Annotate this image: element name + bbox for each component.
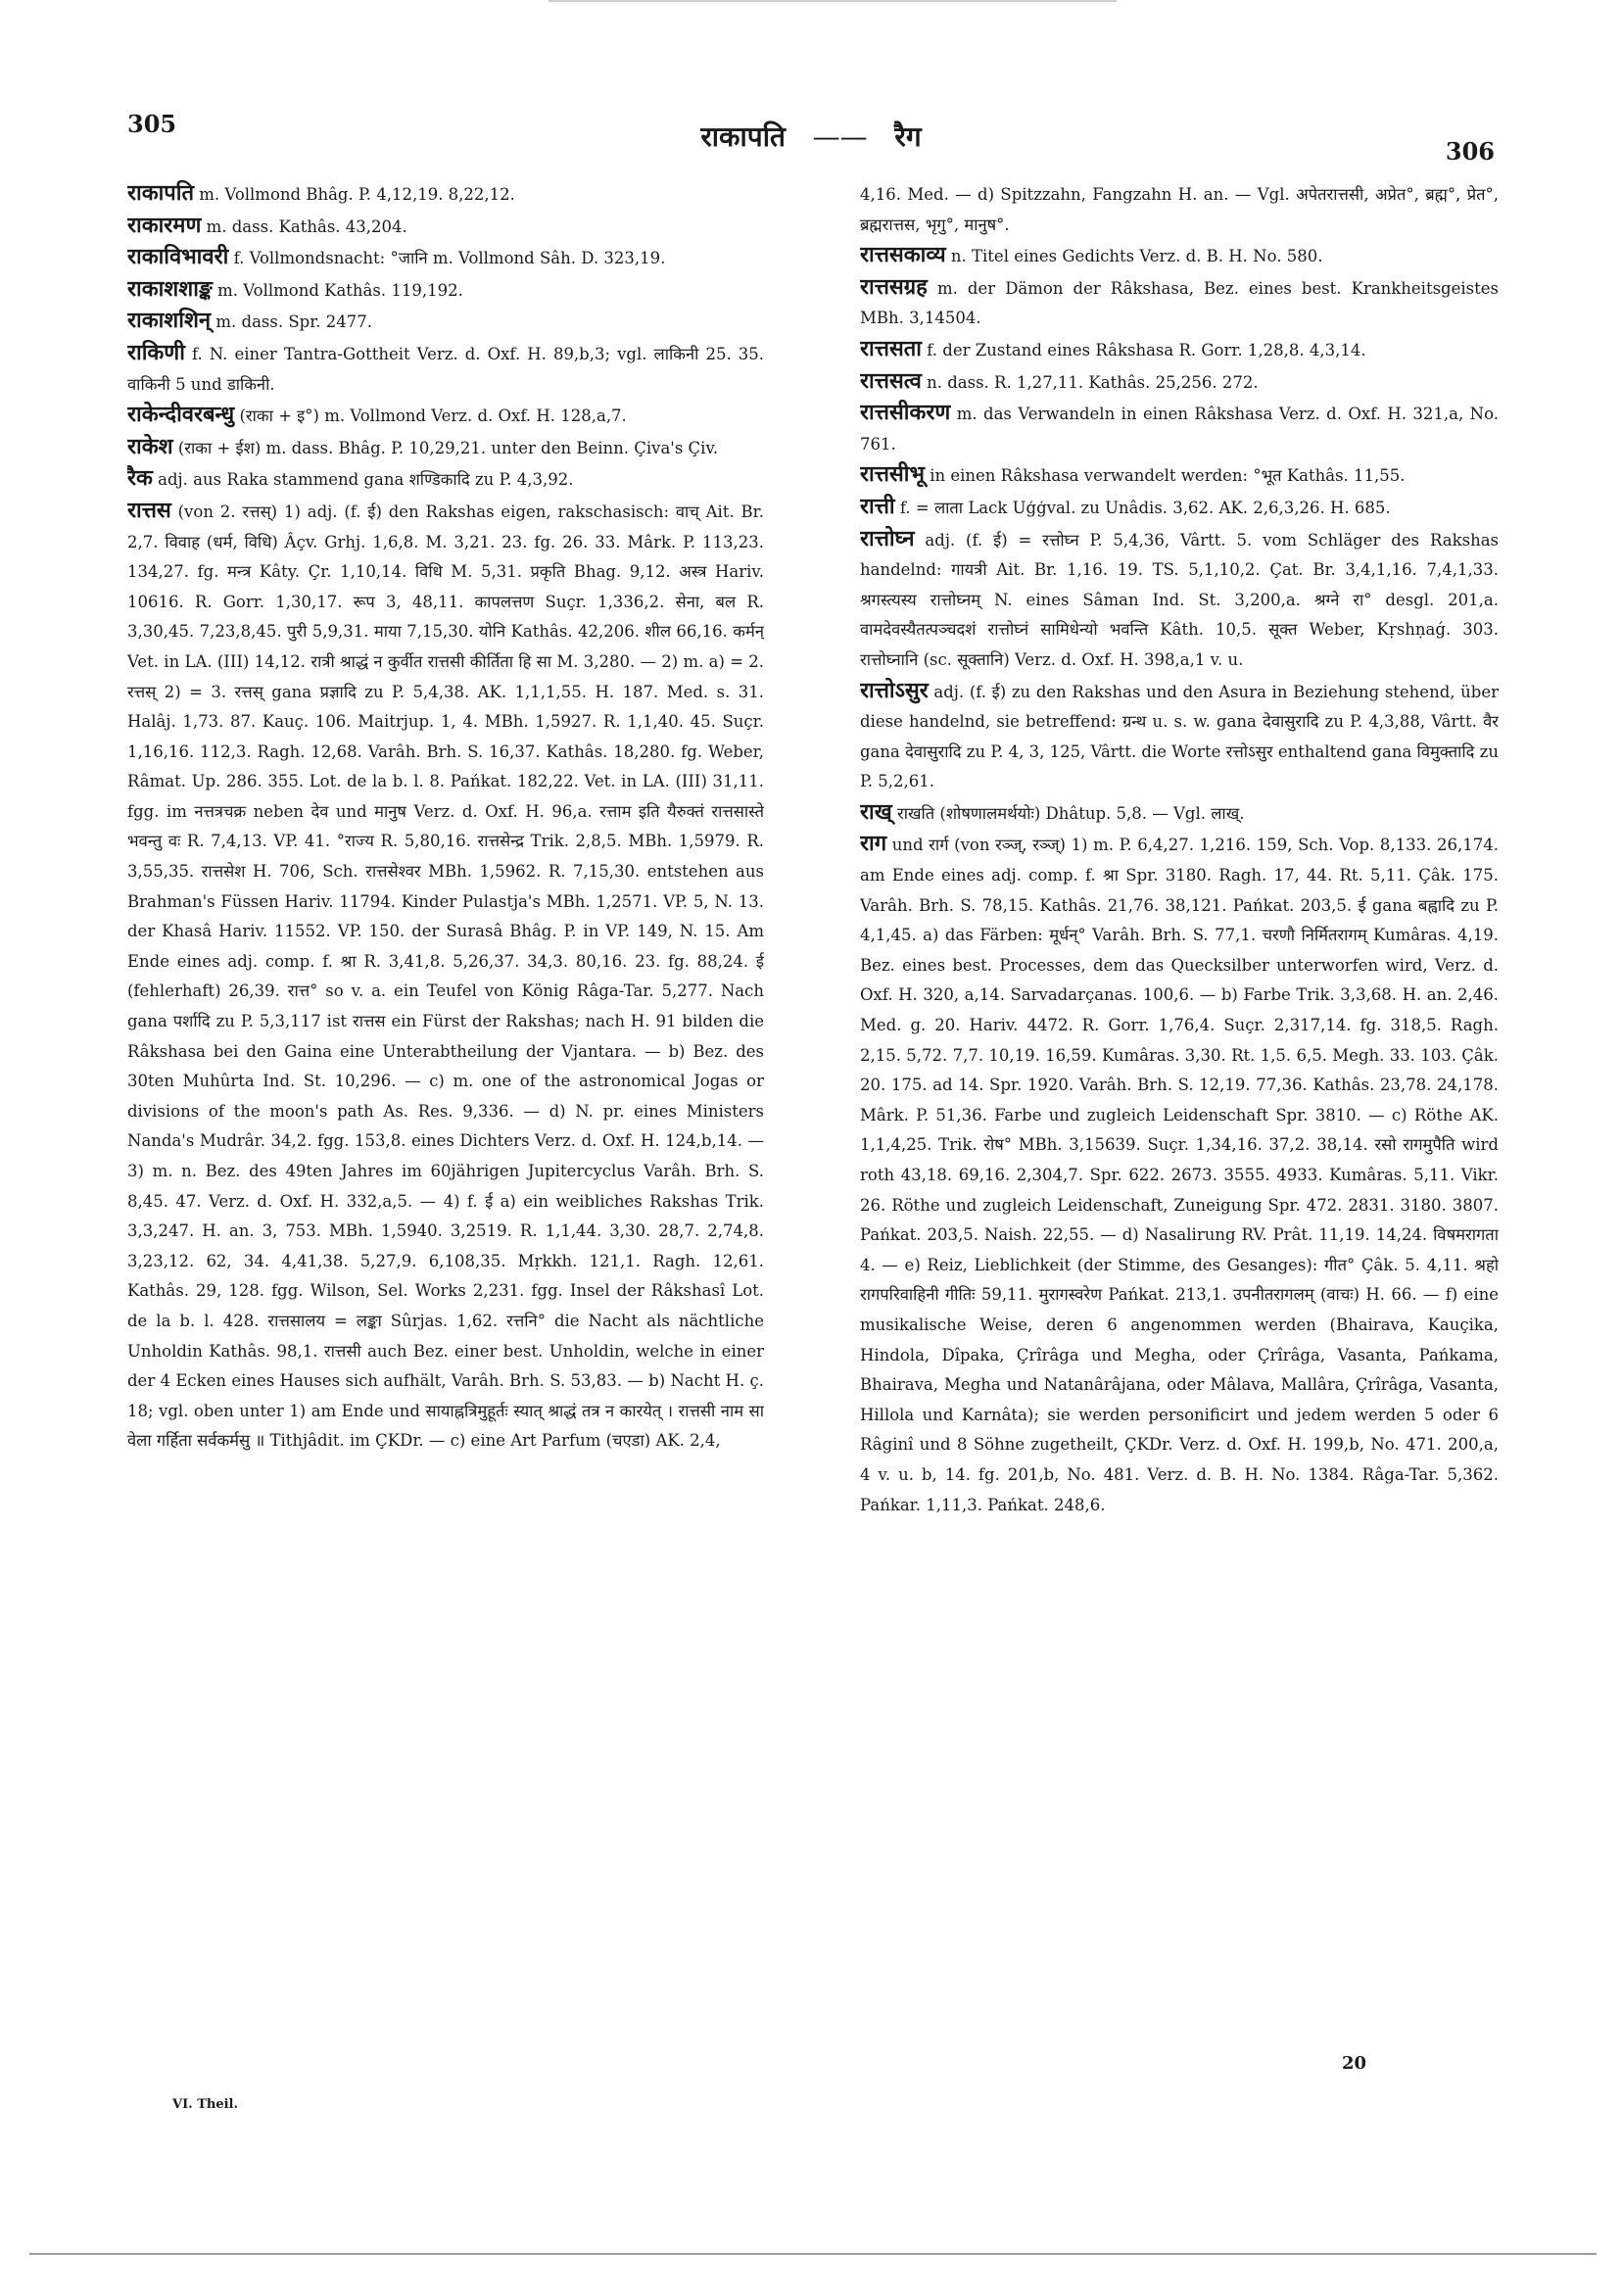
entry-text: (von 2. रत्तस्) 1) adj. (f. ई) den Rakshas eigen, rakschasisch: वाच् Ait. Br. 2,7. विवाह (धर्म, विधि) Âçv. Grhj. 1,6,8. M. 3,21. 23. fg. 26. 33. Mârk. P. 113,23. 134,27. fg. मन्त्र Kâty. Çr. 1,10,14. विधि M. 5,31. प्रकृति Bhag. 9,12. अस्त्र Hariv. 10616. R. Gorr. 1,30,17. रूप 3, 48,11. कापलत्तण Suçr. 1,336,2. सेना, बल R. 3,30,45. 7,23,8,45. पुरी 5,9,31. माया 7,15,30. योनि Kathâs. 42,206. शील 66,16. कर्मन् Vet. in LA. (III) 14,12. रात्री श्राद्धं न कुर्वीत रात्तसी कीर्तिता हि सा M. 3,280. — 2) m. a) = 2. रत्तस् 2) = 3. रत्तस् gana प्रज्ञादि zu P. 5,4,38. AK. 1,1,1,55. H. 187. Med. s. 31. Halâj. 1,73. 87. Kauç. 106. Maitrjup. 1, 4. MBh. 1,5927. R. 1,1,40. 45. Suçr. 1,16,16. 112,3. Ragh. 12,68. Varâh. Brh. S. 16,37. Kathâs. 18,280. fg. Weber, Râmat. Up. 286. 355. Lot. de la b. l. 8. Pańkat. 182,22. Vet. in LA. (III) 31,11. fgg. im नत्तत्रचक्र neben देव und मानुष Verz. d. Oxf. H. 96,a. रत्ताम इति यैरुक्तं रात्तसास्ते भवन्तु वः R. 7,4,13. VP. 41. °राज्य R. 5,80,16. रात्तसेन्द्र Trik. 2,8,5. MBh. 1,5979. R. 3,55,35. रात्तसेश H. 706, Sch. रात्तसेश्वर MBh. 1,5962. R. 7,15,30. entstehen aus Brahman's Füssen Hariv. 11794. Kinder Pulastja's MBh. 1,2571. VP. 5, N. 13. der Khasâ Hariv. 11552. VP. 150. der Surasâ Bhâg. P. in VP. 149, N. 15. Am Ende eines adj. comp. f. श्रा R. 3,41,8. 5,26,37. 34,3. 80,16. 23. fg. 88,24. ई (fehlerhaft) 26,39. रात्त° so v. a. ein Teufel von König Râga-Tar. 5,277. Nach gana पर्शादि zu P. 5,3,117 ist रात्तस ein Fürst der Rakshas; nach H. 91 bilden die Râkshasa bei den Gaina eine Unterabtheilung der Vjantara. — b) Bez. des 30ten Muhûrta Ind. St. 10,296. — c) m. one of the astronomical Jogas or divisions of the moon's path As. Res. 9,336. — d) N. pr. eines Ministers Nanda's Mudrâr. 34,2. fgg. 153,8. eines Dichters Verz. d. Oxf. H. 124,b,14. — 3) m. n. Bez. des 49ten Jahres im 60jährigen Jupitercyclus Varâh. Brh. S. 8,45. 47. Verz. d. Oxf. H. 332,a,5. — 4) f. ई a) ein weibliches Rakshas Trik. 3,3,247. H. an. 3, 753. MBh. 1,5940. 3,2519. R. 1,1,44. 3,30. 28,7. 2,74,8. 3,23,12. 62, 34. 4,41,38. 5,27,9. 6,108,35. Mṛkkh. 121,1. Ragh. 12,61. Kathâs. 29, 128. fgg. Wilson, Sel. Works 2,231. fgg. Insel der Râkshasî Lot. de la b. l. 428. रात्तसालय = लङ्का Sûrjas. 1,62. रत्तनि° die Nacht als nächtliche Unholdin Kathâs. 98,1. रात्तसी auch Bez. einer best. Unholdin, welche in einer der 4 Ecken eines Hauses sich aufhält, Varâh. Brh. S. 53,83. — b) Nacht H. ç. 18; vgl. oben unter 1) am Ende und सायाह्नत्रिमुहूर्तः स्यात् श्राद्धं तत्र न कारयेत् । रात्तसी नाम सा वेला गर्हिता सर्वकर्मसु ॥ Tithjâdit. im ÇKDr. — c) eine Art Parfum (चएडा) AK. 2,4, <box>127 502 764 1451</box>
entry-lemma: रात्तसग्रह <box>860 273 928 300</box>
entry-lemma: राकेश <box>127 433 173 459</box>
entry <box>127 242 764 274</box>
entry <box>860 272 1499 334</box>
entry <box>860 524 1499 676</box>
entry-lemma: रात्तस <box>127 497 171 523</box>
entry-text: (राका + इ°) m. Vollmond Verz. d. Oxf. H. 128,a,7. <box>239 407 627 426</box>
entry <box>127 338 764 400</box>
entry <box>127 432 764 464</box>
entry-text: m. der Dämon der Râkshasa, Bez. eines best. Krankheitsgeistes MBh. 3,14504. <box>860 278 1499 328</box>
entry <box>860 398 1499 459</box>
entry-text: m. das Verwandeln in einen Râkshasa Verz. d. Oxf. H. 321,a, No. 761. <box>860 405 1499 454</box>
entry <box>127 306 764 338</box>
left-column <box>127 178 764 2098</box>
entry-text: m. dass. Spr. 2477. <box>215 312 373 332</box>
entry-lemma: राकाशशिन् <box>127 308 212 334</box>
entry-lemma: रात्तसत्व <box>860 367 922 394</box>
entry-text: adj. aus Raka stammend gana शण्डिकादि zu P. 4,3,92. <box>158 470 574 490</box>
page-number-left: 305 <box>127 110 177 138</box>
entry <box>860 797 1499 830</box>
entry <box>860 240 1499 272</box>
entry-lemma: राकाविभावरी <box>127 244 229 270</box>
entry-text: f. = लाता Lack Uģģval. zu Unâdis. 3,62. AK. 2,6,3,26. H. 685. <box>899 498 1391 517</box>
entry-lemma: रैक <box>127 465 153 492</box>
entry-text: und रार्ग (von रञ्ज्, रञ्ज्) 1) m. P. 6,4,27. 1,216. 159, Sch. Vop. 8,133. 26,174. am Ende eines adj. comp. f. श्रा Spr. 3180. Ragh. 17, 44. Rt. 5,11. Çâk. 175. Varâh. Brh. S. 78,15. Kathâs. 21,76. 38,121. Pańkat. 203,5. ई gana बह्वादि zu P. 4,1,45. a) das Färben: मूर्धन्° Varâh. Brh. S. 77,1. चरणौ निर्मितरागम् Kumâras. 4,19. Bez. eines best. Processes, dem das Quecksilber unterworfen wird, Verz. d. Oxf. H. 320, a,14. Sarvadarçanas. 100,6. — b) Farbe Trik. 3,3,68. H. an. 2,46. Med. g. 20. Hariv. 4472. R. Gorr. 1,76,4. Suçr. 2,317,14. fg. 318,5. Ragh. 2,15. 5,72. 7,7. 10,19. 16,59. Kumâras. 3,30. Rt. 1,5. 6,5. Megh. 33. 103. Çâk. 20. 175. ad 14. Spr. 1920. Varâh. Brh. S. 12,19. 77,36. Kathâs. 23,78. 24,178. Mârk. P. 51,36. Farbe und zugleich Leidenschaft Spr. 3810. — c) Röthe AK. 1,1,4,25. Trik. रोष° MBh. 3,15639. Suçr. 1,34,16. 37,2. 38,14. रसो रागमुपैति wird roth 43,18. 69,16. 2,304,7. Spr. 622. 2673. 3555. 4933. Kumâras. 5,11. Vikr. 26. Röthe und zugleich Leidenschaft, Zuneigung Spr. 472. 2831. 3180. 3807. Pańkat. 203,5. Naish. 22,55. — d) Nasalirung RV. Prât. 11,19. 14,24. विषमरागता 4. — e) Reiz, Lieblichkeit (der Stimme, des Gesanges): गीत° Çâk. 5. 4,11. श्रहो रागपरिवाहिनी गीतिः 59,11. मुरागस्वरेण Pańkat. 213,1. उपनीतरागलम् (वाचः) H. 66. — f) eine musikalische Weise, deren 6 angenommen werden (Bhairava, Kauçika, Hindola, Dîpaka, Çrîrâga und Megha, oder Çrîrâga, Vasanta, Pańkama, Bhairava, Megha und Natanârâjana, oder Mâlava, Mallâra, Çrîrâga, Vasanta, Hillola und Karnâta); sie werden personificirt und jedem werden 5 oder 6 Râginî und 8 Söhne zugetheilt, ÇKDr. Verz. d. Oxf. H. 199,b, No. 471. 200,a, 4 v. u. b, 14. fg. 201,b, No. 481. Verz. d. B. H. No. 1384. Râga-Tar. 5,362. Pańkar. 1,11,3. Pańkat. 248,6. <box>860 836 1499 1514</box>
entry <box>860 178 1499 240</box>
entry-text: m. dass. Kathâs. 43,204. <box>206 216 407 236</box>
entry-lemma: राकारमण <box>127 212 202 238</box>
entry-lemma: राग <box>860 831 887 857</box>
sheet-number: 20 <box>1342 2053 1367 2074</box>
entry-lemma: रात्तसीकरण <box>860 400 951 426</box>
entry <box>860 676 1499 797</box>
entry-lemma: रात्तसकाव्य <box>860 242 946 268</box>
entry <box>127 400 764 432</box>
entry-text: in einen Râkshasa verwandelt werden: °भूत Kathâs. 11,55. <box>930 466 1406 486</box>
entry-lemma: राकेन्दीवरबन्धु <box>127 402 235 428</box>
running-head-first: राकापति <box>700 120 786 153</box>
entry-text: adj. (f. ई) zu den Rakshas und den Asura in Beziehung stehend, über diese handelnd, sie betreffend: ग्रन्थ u. s. w. gana देवासुरादि zu P. 4,3,88, Vârtt. वैर gana देवासुरादि zu P. 4, 3, 125, Vârtt. die Worte रत्तोऽसुर enthaltend gana विमुक्तादि zu P. 5,2,61. <box>860 682 1499 791</box>
entry-text: m. Vollmond Bhâg. P. 4,12,19. 8,22,12. <box>199 185 515 204</box>
entry <box>127 463 764 496</box>
page-number-right: 306 <box>1445 137 1495 166</box>
entry <box>127 178 764 211</box>
entry <box>127 211 764 243</box>
entry <box>860 829 1499 1520</box>
entry-text: (राका + ईश) m. dass. Bhâg. P. 10,29,21. unter den Beinn. Çiva's Çiv. <box>177 438 719 457</box>
entry <box>860 366 1499 399</box>
entry-lemma: राकाशशाङ्क <box>127 275 213 302</box>
entry-text: adj. (f. ई) = रत्तोघ्न P. 5,4,36, Vârtt. 5. vom Schläger des Rakshas handelnd: गायत्री Ait. Br. 1,16. 19. TS. 5,1,10,2. Çat. Br. 3,4,1,16. 7,4,1,33. श्रगस्त्यस्य रात्तोघ्नम् N. eines Sâman Ind. St. 3,200,a. श्रग्ने रा° desgl. 201,a. वामदेवस्यैतत्पञ्चदशं रात्तोघ्नं सामिधेन्यो भवन्ति Kâth. 10,5. सूक्त Weber, Kṛshṇaǵ. 303. रात्तोघ्नानि (sc. सूक्तानि) Verz. d. Oxf. H. 398,a,1 v. u. <box>860 530 1499 669</box>
entry <box>127 496 764 1457</box>
entry-lemma: रात्तोऽसुर <box>860 677 929 703</box>
entry <box>860 459 1499 492</box>
entry-text: n. Titel eines Gedichts Verz. d. B. H. No. 580. <box>950 247 1323 266</box>
entry-text: राखति (शोषणालमर्थयोः) Dhâtup. 5,8. — Vgl. लाख्. <box>896 803 1245 823</box>
entry-text: f. Vollmondsnacht: °जानि m. Vollmond Sâh. D. 323,19. <box>233 249 666 268</box>
running-head-dash: —— <box>812 120 868 153</box>
running-head-last: रैग <box>894 120 922 153</box>
entry-lemma: राख् <box>860 798 892 825</box>
entry-text: f. der Zustand eines Râkshasa R. Gorr. 1,28,8. 4,3,14. <box>927 340 1366 359</box>
entry-text: 4,16. Med. — d) Spitzzahn, Fangzahn H. an. — Vgl. अपेतरात्तसी, अप्रेत°, ब्रह्म°, प्रेत°, ब्रह्मरात्तस, भृगु°, मानुष°. <box>860 185 1499 234</box>
entry <box>860 492 1499 524</box>
entry-text: n. dass. R. 1,27,11. Kathâs. 25,256. 272. <box>927 372 1259 392</box>
sheet-signature: VI. Theil. <box>172 2097 239 2112</box>
entry <box>860 334 1499 366</box>
entry-text: m. Vollmond Kathâs. 119,192. <box>217 280 463 300</box>
entry <box>127 274 764 307</box>
entry-lemma: रात्तोघ्न <box>860 525 915 551</box>
entry-text: f. N. einer Tantra-Gottheit Verz. d. Oxf. H. 89,b,3; vgl. लाकिनी 25. 35. वाकिनी 5 und डाकिनी. <box>127 344 764 394</box>
right-column <box>860 178 1499 2039</box>
entry-lemma: राकिणी <box>127 339 185 365</box>
entry-lemma: राकापति <box>127 180 195 206</box>
bottom-rule <box>29 2253 1597 2255</box>
entry-lemma: रात्ती <box>860 493 895 519</box>
top-edge-mark <box>549 0 1117 2</box>
entry-lemma: रात्तसीभू <box>860 461 925 488</box>
entry-lemma: रात्तसता <box>860 335 923 361</box>
running-head <box>0 118 1622 155</box>
